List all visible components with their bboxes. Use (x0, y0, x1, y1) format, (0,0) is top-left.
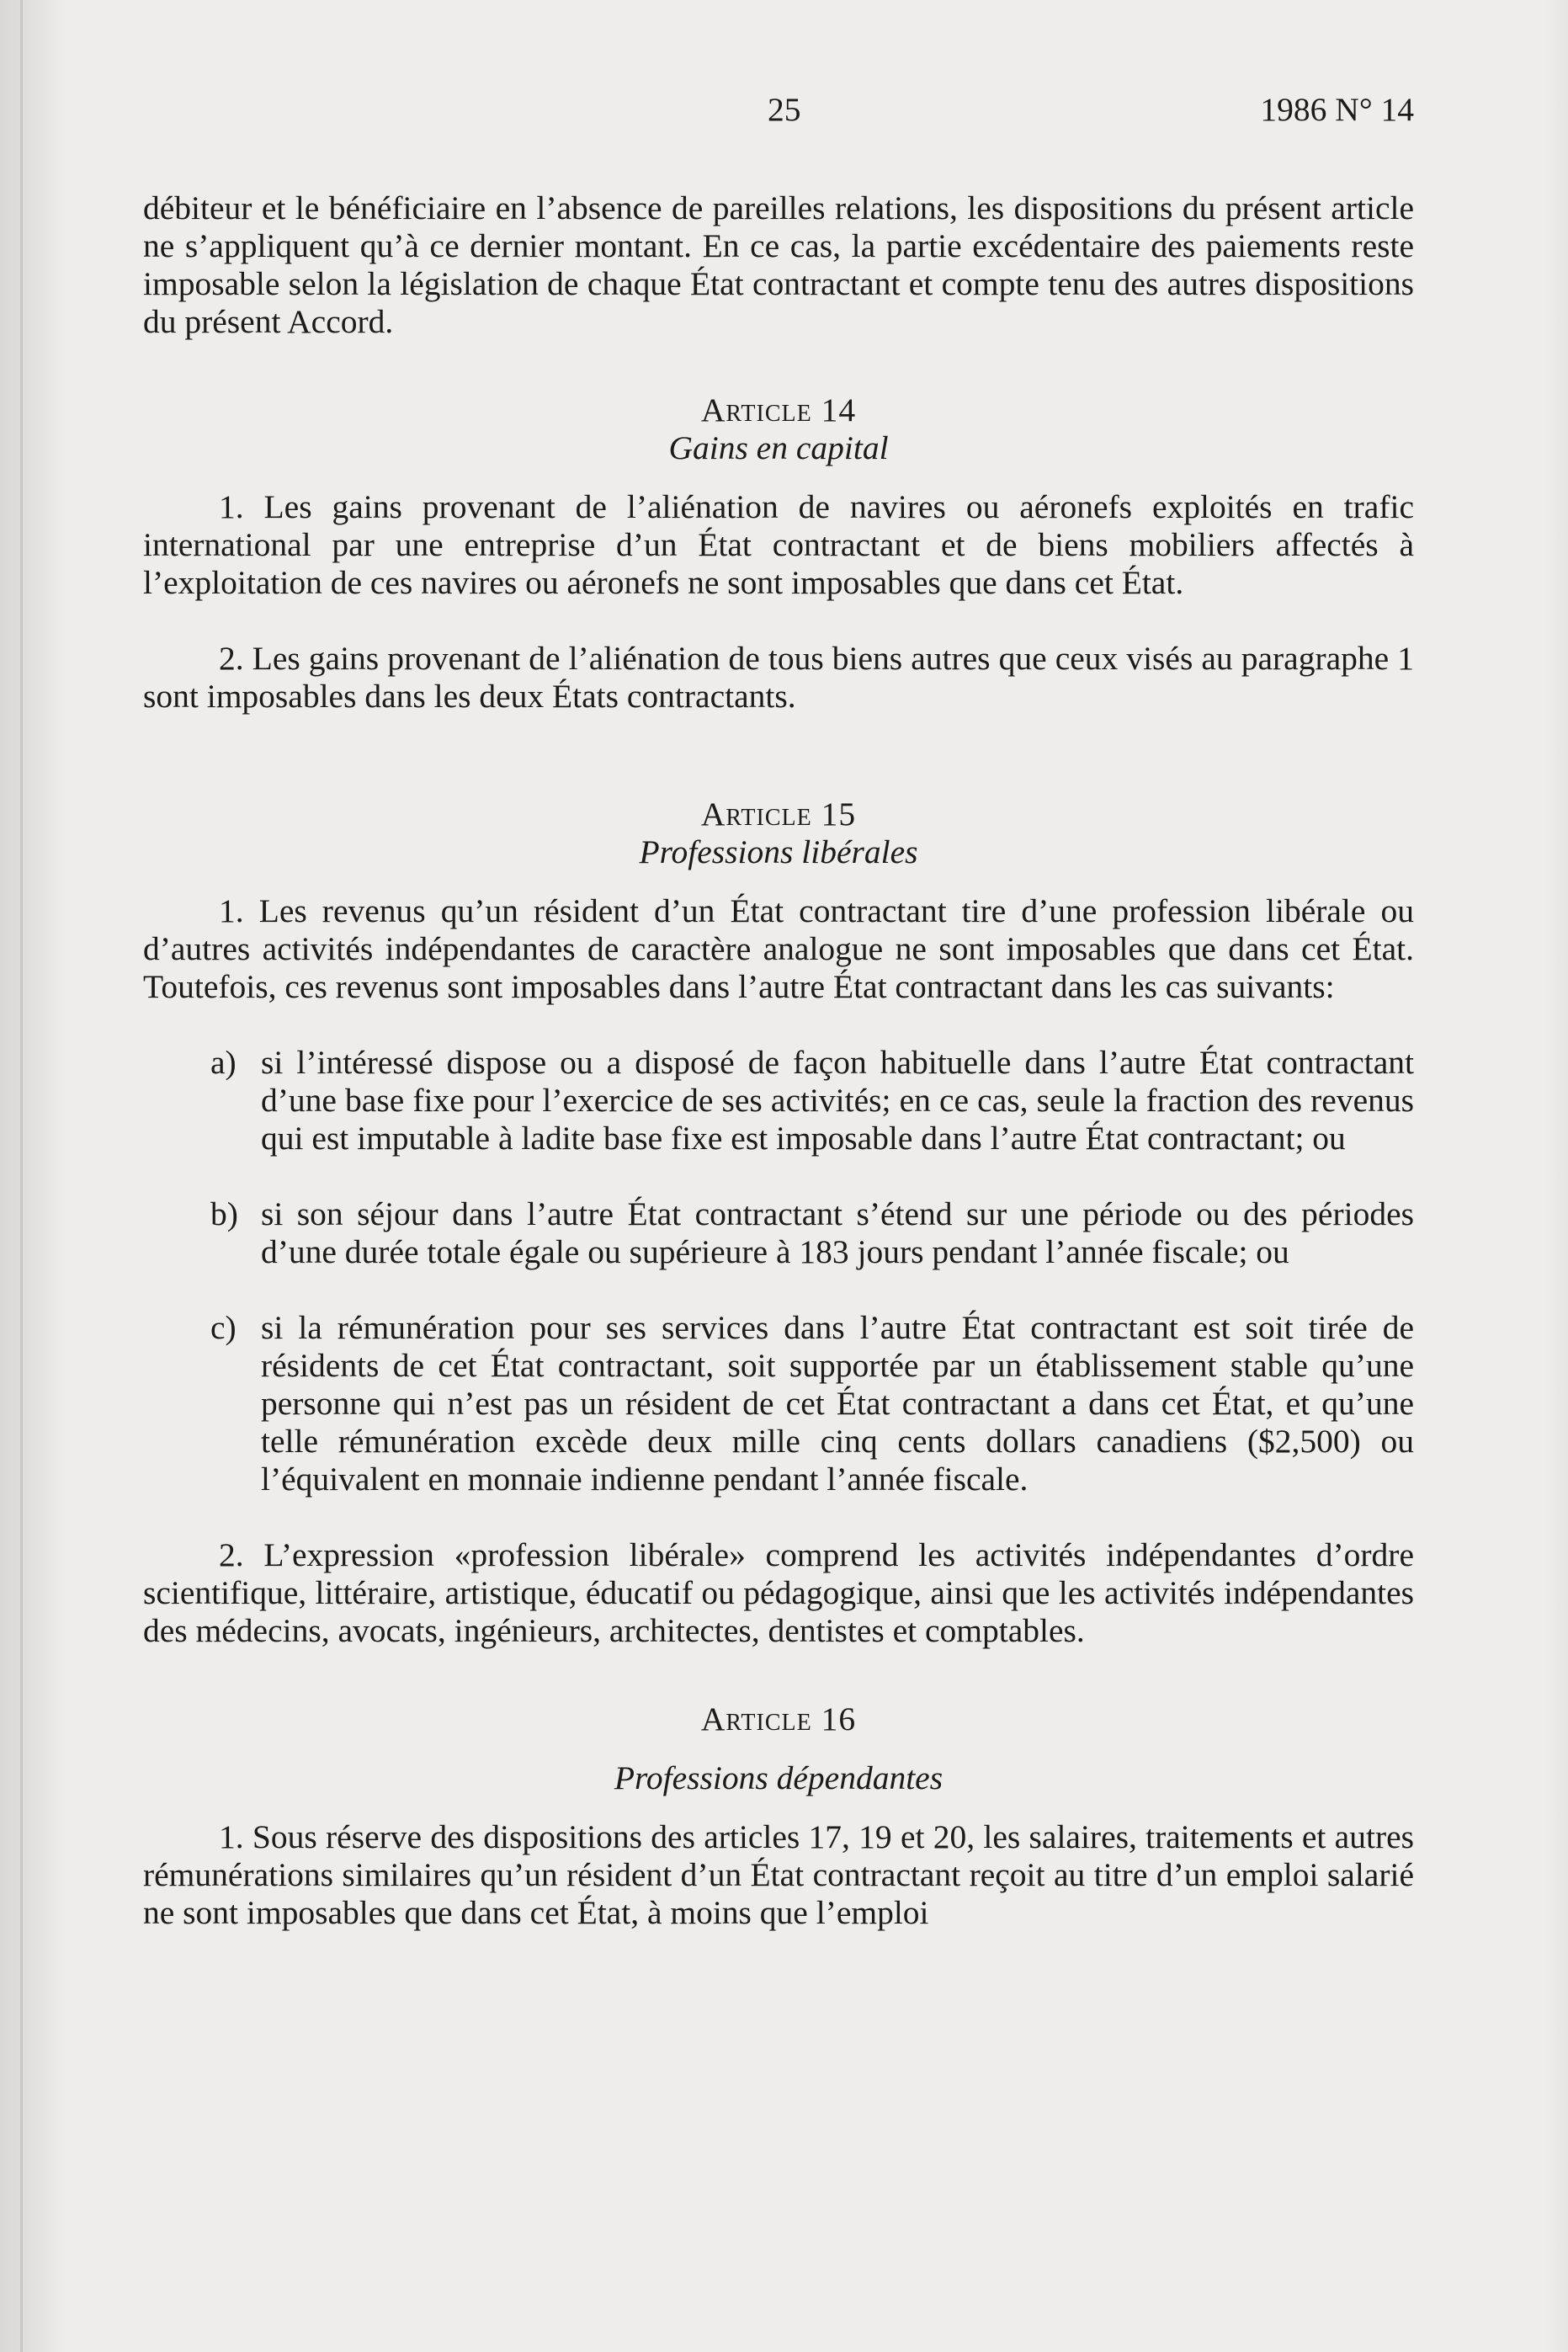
article-14-paragraph-2: 2. Les gains provenant de l’aliénation de tous biens autres que ceux visés au paragraphe 1 sont imposables dans les deux États contractants. (143, 640, 1414, 715)
article-14-title: Article 14 (700, 391, 857, 428)
list-item-a-label: a) (210, 1044, 237, 1081)
article-15-paragraph-1: 1. Les revenus qu’un résident d’un État contractant tire d’une profession libérale ou d’autres activités indépendantes de caractère analogue ne sont imposables que dans cet État. Toutefois, ces revenus sont imposables dans l’autre État contractant dans les cas suivants: (143, 892, 1414, 1005)
page-gutter-shadow (0, 0, 66, 2352)
page-header (143, 91, 1414, 141)
article-14-subtitle: Gains en capital (668, 429, 889, 466)
page-right-edge (1546, 0, 1568, 2352)
document-reference: 1986 N° 14 (1260, 91, 1414, 128)
intro-paragraph: débiteur et le bénéficiaire en l’absence de pareilles relations, les dispositions du présent article ne s’appliquent qu’à ce dernier montant. En ce cas, la partie excédentaire des paiements reste imposable selon la législation de chaque État contractant et compte tenu des autres dispositions du présent Accord. (143, 189, 1414, 340)
list-item-b (143, 1195, 1414, 1271)
list-item-c-text: si la rémunération pour ses services dans l’autre État contractant est soit tirée de résidents de cet État contractant, soit supportée par un établissement stable qu’une personne qui n’est pas un résident de cet État contractant a dans cet État, et qu’une telle rémunération excède deux mille cinq cents dollars canadiens ($2,500) ou l’équivalent en monnaie indienne pendant l’année fiscale. (261, 1309, 1414, 1498)
article-15-paragraph-2: 2. L’expression «profession libérale» comprend les activités indépendantes d’ordre scientifique, littéraire, artistique, éducatif ou pédagogique, ainsi que les activités indépendantes des médecins, avocats, ingénieurs, architectes, dentistes et comptables. (143, 1536, 1414, 1649)
article-16-title: Article 16 (700, 1700, 857, 1737)
article-16-paragraph-1: 1. Sous réserve des dispositions des articles 17, 19 et 20, les salaires, traitements et autres rémunérations similaires qu’un résident d’un État contractant reçoit au titre d’un emploi salarié ne sont imposables que dans cet État, à moins que l’emploi (143, 1818, 1414, 1931)
document-page (143, 91, 1414, 1932)
list-item-c-label: c) (210, 1309, 237, 1346)
article-16-subtitle: Professions dépendantes (614, 1759, 943, 1796)
article-15-subtitle: Professions libérales (639, 833, 918, 870)
article-14-paragraph-1: 1. Les gains provenant de l’aliénation de navires ou aéronefs exploités en trafic international par une entreprise d’un État contractant et de biens mobiliers affectés à l’exploitation de ces navires ou aéronefs ne sont imposables que dans cet État. (143, 488, 1414, 601)
list-item-b-text: si son séjour dans l’autre État contractant s’étend sur une période ou des périodes d’une durée totale égale ou supérieure à 183 jours pendant l’année fiscale; ou (261, 1195, 1414, 1270)
list-item-c (143, 1309, 1414, 1498)
list-item-b-label: b) (210, 1195, 238, 1232)
binding-edge (20, 0, 23, 2352)
page-number: 25 (768, 91, 801, 128)
list-item-a-text: si l’intéressé dispose ou a disposé de façon habituelle dans l’autre État contractant d’une base fixe pour l’exercice de ses activités; en ce cas, seule la fraction des revenus qui est imputable à ladite base fixe est imposable dans l’autre État contractant; ou (261, 1044, 1414, 1157)
article-15-title: Article 15 (700, 796, 857, 833)
list-item-a (143, 1044, 1414, 1157)
